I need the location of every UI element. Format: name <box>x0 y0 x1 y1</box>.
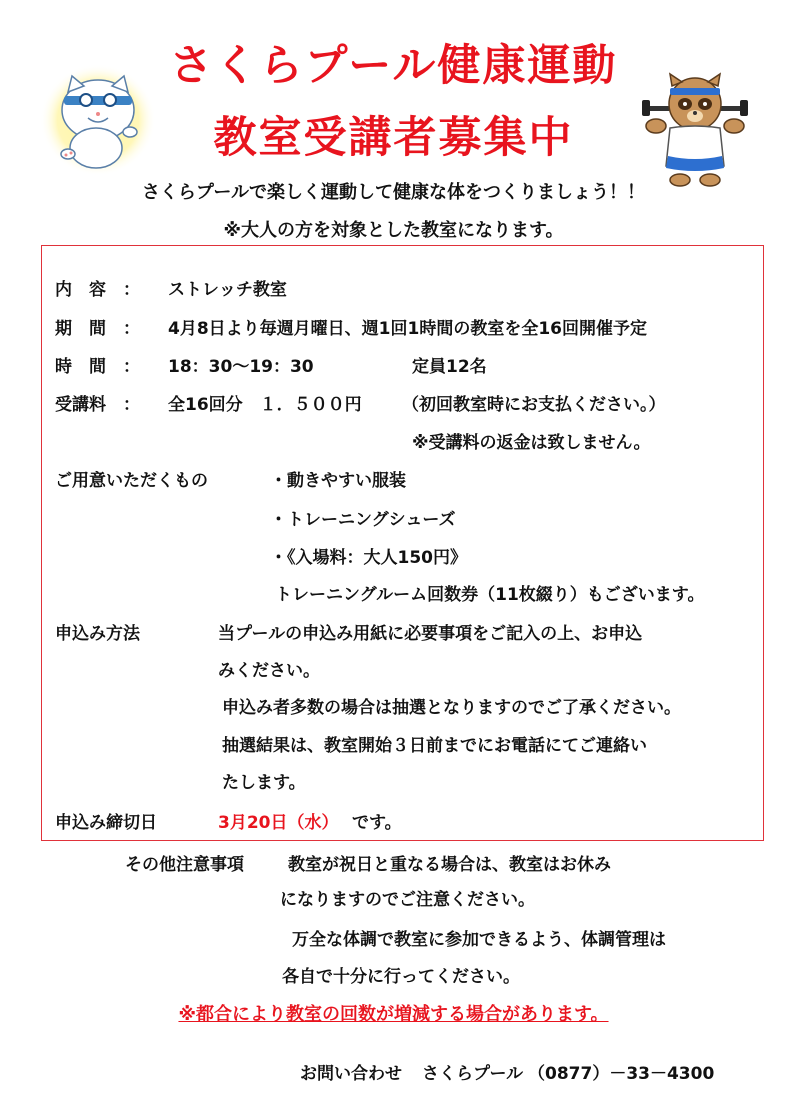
intro-line2: ※大人の方を対象とした教室になります。 <box>223 220 564 241</box>
contact-name: さくらプール <box>422 1064 524 1084</box>
period-label: 期 間 ： <box>55 319 140 339</box>
capacity-value: 定員12名 <box>412 357 487 377</box>
bring-item-entry-fee: ・《入場料：大人150円》 <box>270 548 467 568</box>
period-value: 4月8日より毎週月曜日、週1回1時間の教室を全16回開催予定 <box>168 319 647 339</box>
time-label: 時 間 ： <box>55 357 140 377</box>
apply-line4: 抽選結果は、教室開始３日前までにお電話にてご連絡い <box>222 736 647 756</box>
bring-item-ticket: トレーニングルーム回数券（11枚綴り）もございます。 <box>275 585 705 605</box>
apply-line5: たします。 <box>222 773 306 793</box>
bring-item-shoes: ・トレーニングシューズ <box>270 510 456 530</box>
apply-line2: みください。 <box>218 661 320 681</box>
deadline-label: 申込み締切日 <box>55 813 157 833</box>
deadline-suffix: です。 <box>352 813 402 833</box>
warning-note: ※都合により教室の回数が増減する場合があります。 <box>178 1004 609 1025</box>
fee-note: （初回教室時にお支払ください。） <box>402 395 666 415</box>
apply-line1: 当プールの申込み用紙に必要事項をご記入の上、お申込 <box>218 624 643 644</box>
bring-label: ご用意いただくもの <box>55 471 208 491</box>
deadline-date: 3月20日（水） <box>218 813 339 833</box>
contact-phone: （0877）－33－4300 <box>528 1064 715 1084</box>
notes-line1: 教室が祝日と重なる場合は、教室はお休み <box>288 855 611 875</box>
content-value: ストレッチ教室 <box>168 280 287 300</box>
page-title-line1: さくらプール健康運動 <box>169 41 618 91</box>
fee-value: 全16回分 １．５００円 <box>168 395 362 415</box>
apply-line3: 申込み者多数の場合は抽選となりますのでご了承ください。 <box>222 698 681 718</box>
notes-line3: 万全な体調で教室に参加できるよう、体調管理は <box>292 930 666 950</box>
time-value: 18：30～19：30 <box>168 357 314 377</box>
page-title-line2: 教室受講者募集中 <box>213 113 574 163</box>
content-label: 内 容 ： <box>55 280 140 300</box>
contact-label: お問い合わせ <box>300 1064 402 1084</box>
intro-line1: さくらプールで楽しく運動して健康な体をつくりましょう！！ <box>141 182 646 203</box>
bring-item-clothes: ・動きやすい服装 <box>270 471 406 491</box>
fee-refund-note: ※受講料の返金は致しません。 <box>412 433 651 453</box>
notes-line4: 各自で十分に行ってください。 <box>282 967 520 987</box>
notes-line2: になりますのでご注意ください。 <box>280 890 535 910</box>
apply-label: 申込み方法 <box>55 624 140 644</box>
notes-label: その他注意事項 <box>125 855 244 875</box>
fee-label: 受講料 ： <box>55 395 140 415</box>
